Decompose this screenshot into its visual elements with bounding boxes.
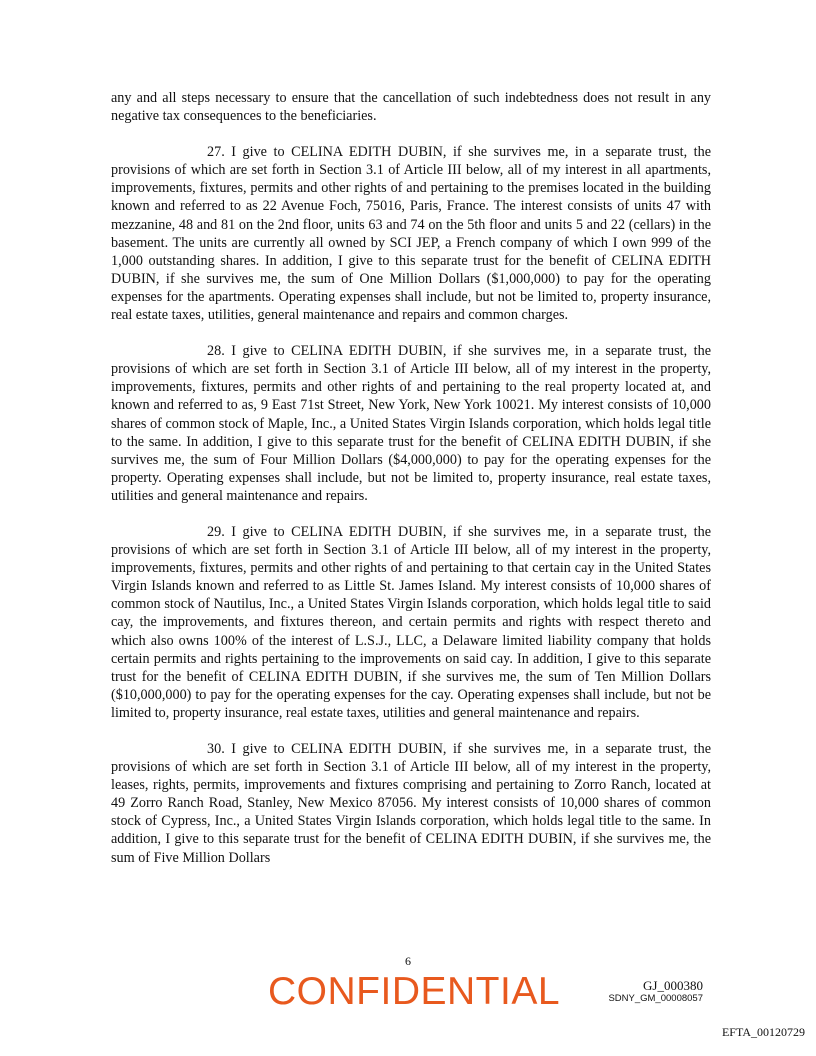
paragraph-28: 28. I give to CELINA EDITH DUBIN, if she survives me, in a separate trust, the provisions of which are set forth in Section 3.1 of Article III below, all of my interest in the property, improvements, fixtures, permits and other rights of and pertaining to the real property located at, and known and referred to as, 9 East 71st Street, New York, New York 10021. My interest consists of 10,000 shares of common stock of Maple, Inc., a United States Virgin Islands corporation, which holds legal title to the same. In addition, I give to this separate trust for the benefit of CELINA EDITH DUBIN, if she survives me, the sum of Four Million Dollars ($4,000,000) to pay for the operating expenses for the property. Operating expenses shall include, but not be limited to, property insurance, real estate taxes, utilities and general maintenance and repairs.: [111, 343, 711, 504]
paragraph-continuation: any and all steps necessary to ensure that the cancellation of such indebtedness does not result in any negative tax consequences to the beneficiaries.: [111, 90, 711, 125]
paragraph-29: 29. I give to CELINA EDITH DUBIN, if she survives me, in a separate trust, the provisions of which are set forth in Section 3.1 of Article III below, all of my interest in the property, improvements, fixtures, permits and other rights of and pertaining to that certain cay in the United States Virgin Islands known and referred to as Little St. James Island. My interest consists of 10,000 shares of common stock of Nautilus, Inc., a United States Virgin Islands corporation, which holds legal title to said cay, the improvements, and fixtures thereon, and certain permits and rights with respect thereto and which also owns 100% of the interest of L.S.J., LLC, a Delaware limited liability company that holds certain permits and rights pertaining to the improvements on said cay. In addition, I give to this separate trust for the benefit of CELINA EDITH DUBIN, if she survives me, the sum of Ten Million Dollars ($10,000,000) to pay for the operating expenses for the cay. Operating expenses shall include, but not be limited to, property insurance, real estate taxes, utilities and general maintenance and repairs.: [111, 523, 711, 721]
paragraph-30: 30. I give to CELINA EDITH DUBIN, if she survives me, in a separate trust, the provisions of which are set forth in Section 3.1 of Article III below, all of my interest in the property, leases, rights, permits, improvements and fixtures comprising and pertaining to Zorro Ranch, located at 49 Zorro Ranch Road, Stanley, New Mexico 87056. My interest consists of 10,000 shares of common stock of Cypress, Inc., a United States Virgin Islands corporation, which holds legal title to the same. In addition, I give to this separate trust for the benefit of CELINA EDITH DUBIN, if she survives me, the sum of Five Million Dollars: [111, 741, 711, 866]
confidential-stamp: CONFIDENTIAL: [268, 970, 561, 1013]
bates-number-primary: GJ_000380: [643, 978, 703, 993]
document-body: [111, 89, 711, 885]
paragraph-27: 27. I give to CELINA EDITH DUBIN, if she survives me, in a separate trust, the provisions of which are set forth in Section 3.1 of Article III below, all of my interest in all apartments, improvements, fixtures, permits and other rights of and pertaining to the premises located in the building known and referred to as 22 Avenue Foch, 75016, Paris, France. The interest consists of units 47 with mezzanine, 48 and 81 on the 2nd floor, units 63 and 74 on the 5th floor and units 5 and 22 (cellars) in the basement. The units are currently all owned by SCI JEP, a French company of which I own 999 of the 1,000 outstanding shares. In addition, I give to this separate trust for the benefit of CELINA EDITH DUBIN, if she survives me, the sum of One Million Dollars ($1,000,000) to pay for the operating expenses for the apartments. Operating expenses shall include, but not be limited to, property insurance, real estate taxes, utilities, general maintenance and repairs and common charges.: [111, 144, 711, 324]
page-number: 6: [405, 954, 411, 968]
bates-number-secondary: SDNY_GM_00008057: [608, 993, 703, 1004]
efta-document-id: EFTA_00120729: [721, 1025, 805, 1039]
